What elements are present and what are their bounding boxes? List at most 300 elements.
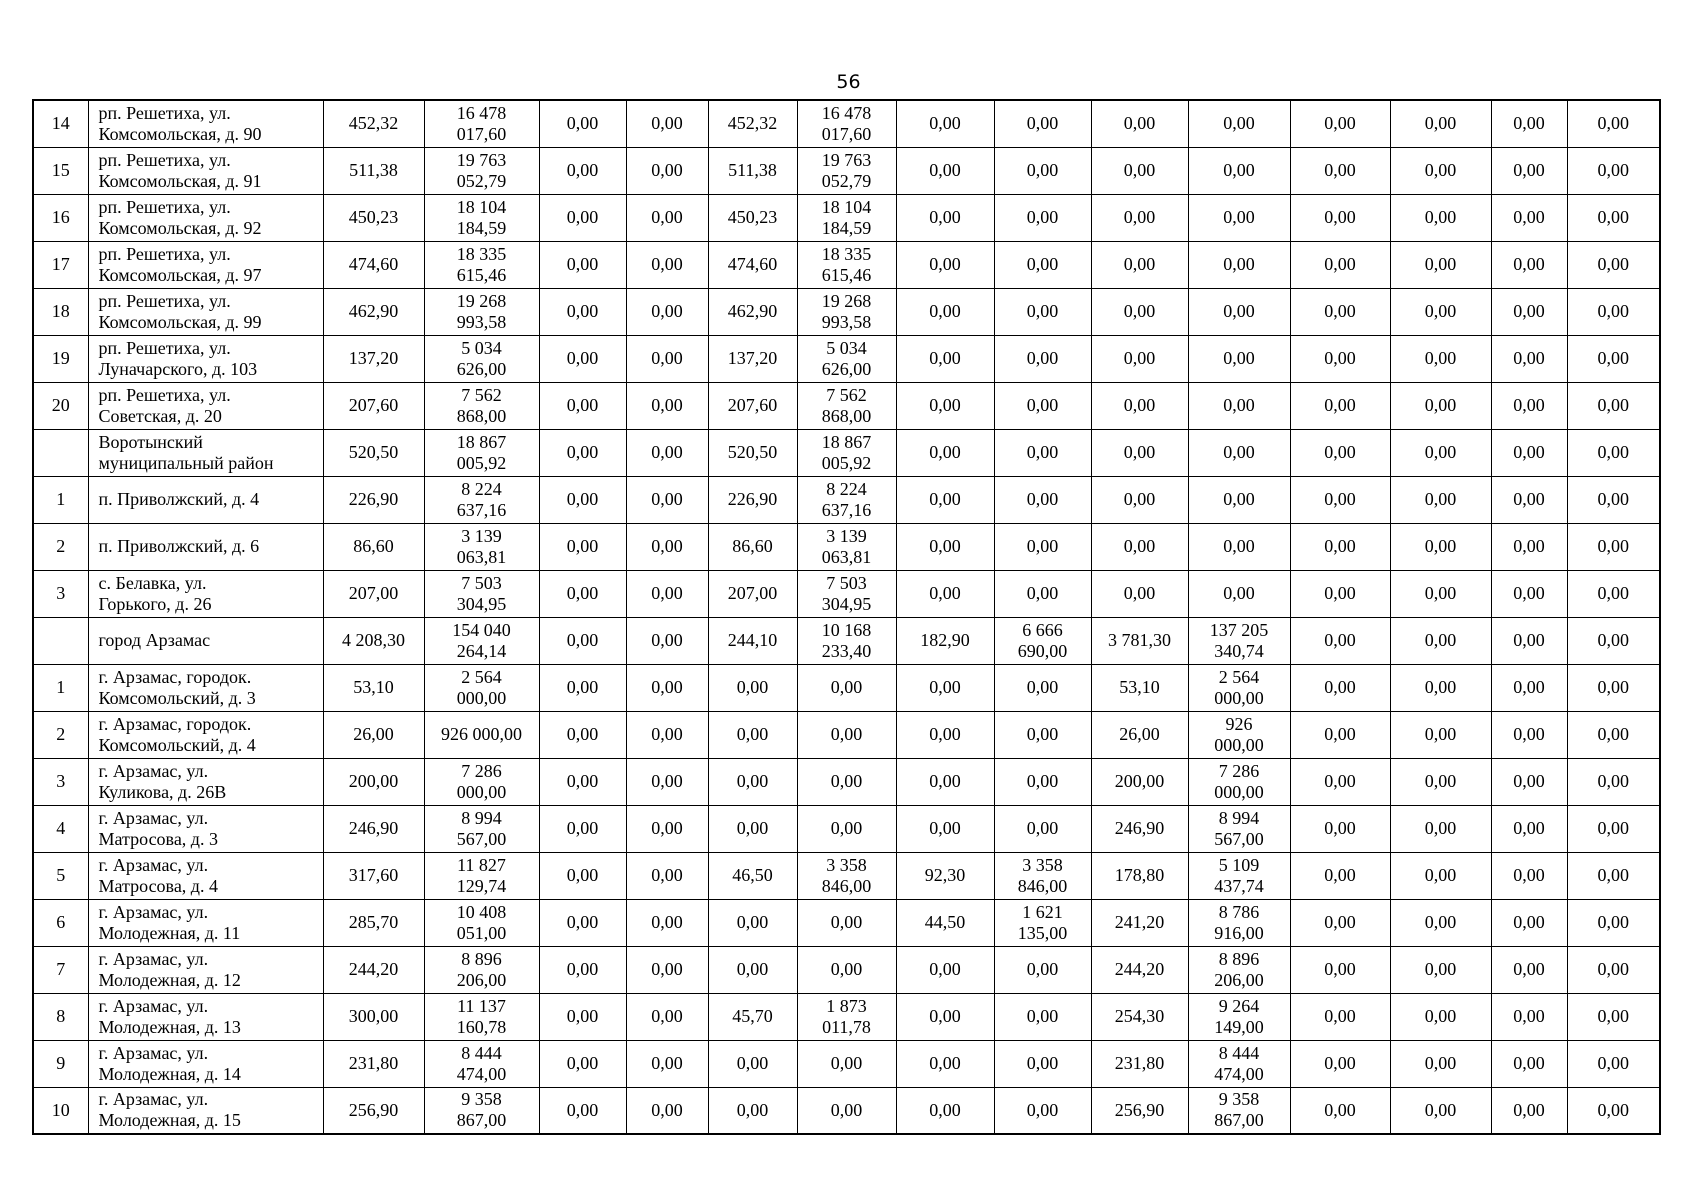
value-line: 6 666: [1022, 619, 1063, 640]
value-cell: [797, 194, 896, 241]
value-line: 474,60: [348, 254, 399, 274]
row-number-cell: [33, 852, 88, 899]
value-cell: [896, 852, 994, 899]
value-line: 462,90: [727, 301, 778, 321]
address-line: Советская, д. 20: [98, 405, 222, 426]
value-line: 0,00: [1324, 489, 1356, 509]
value-cell: [424, 147, 539, 194]
value-line: 0,00: [1597, 442, 1629, 462]
value-cell: [1091, 335, 1188, 382]
value-line: 149,00: [1214, 1016, 1264, 1037]
value-line: 063,81: [456, 546, 507, 567]
table-row: [33, 1040, 1660, 1087]
value-cell: [708, 993, 797, 1040]
value-line: 11 137: [457, 995, 506, 1016]
row-number-cell: [33, 570, 88, 617]
value-cell: [424, 805, 539, 852]
value-line: 520,50: [727, 442, 778, 462]
value-line: 244,10: [727, 630, 778, 650]
address-cell: [88, 429, 323, 476]
address-cell: [88, 147, 323, 194]
row-number: 3: [56, 771, 66, 791]
value-line: 437,74: [1214, 875, 1264, 896]
value-cell: [1567, 1087, 1660, 1134]
value-cell: [539, 100, 626, 147]
value-cell: [1567, 758, 1660, 805]
value-line: 0,00: [566, 677, 599, 697]
value-cell: [1491, 241, 1567, 288]
value-line: 0,00: [1513, 1099, 1545, 1120]
table-row: [33, 523, 1660, 570]
value-cell: [626, 194, 708, 241]
value-line: 3 139: [461, 525, 502, 546]
value-cell: [1390, 758, 1491, 805]
value-cell: [626, 1087, 708, 1134]
value-cell: [1567, 429, 1660, 476]
address-line: Воротынский: [98, 431, 203, 452]
value-line: 0,00: [1324, 442, 1356, 462]
value-cell: [1390, 1087, 1491, 1134]
value-cell: [1091, 758, 1188, 805]
value-cell: [708, 241, 797, 288]
value-line: 0,00: [651, 865, 683, 885]
address-line: г. Арзамас, ул.: [98, 807, 209, 828]
value-cell: [797, 805, 896, 852]
value-cell: [1290, 570, 1390, 617]
value-line: 264,14: [456, 640, 507, 661]
value-line: 137 205: [1209, 619, 1269, 640]
value-line: 0,00: [566, 207, 599, 227]
value-cell: [539, 664, 626, 711]
row-number-cell: [33, 194, 88, 241]
value-cell: [539, 899, 626, 946]
value-cell: [1491, 476, 1567, 523]
row-number-cell: [33, 147, 88, 194]
value-cell: [539, 147, 626, 194]
value-line: 0,00: [1597, 254, 1629, 274]
value-cell: [1091, 946, 1188, 993]
value-cell: [539, 1040, 626, 1087]
value-line: 0,00: [1513, 724, 1545, 744]
value-line: 0,00: [929, 395, 961, 415]
value-line: 000,00: [1214, 687, 1264, 708]
value-cell: [1290, 335, 1390, 382]
value-cell: [1567, 946, 1660, 993]
value-line: 0,00: [651, 630, 683, 650]
value-cell: [1188, 147, 1290, 194]
value-cell: [994, 805, 1091, 852]
value-cell: [1290, 664, 1390, 711]
value-line: 0,00: [1513, 677, 1545, 697]
value-cell: [424, 241, 539, 288]
value-cell: [1290, 241, 1390, 288]
value-line: 0,00: [1424, 536, 1457, 556]
value-line: 0,00: [1424, 1053, 1457, 1073]
value-cell: [1188, 711, 1290, 758]
value-cell: [1567, 664, 1660, 711]
value-cell: [1290, 946, 1390, 993]
value-line: 0,00: [929, 724, 961, 744]
value-cell: [1188, 758, 1290, 805]
value-line: 8 444: [1218, 1042, 1260, 1063]
value-cell: [797, 1040, 896, 1087]
value-cell: [1091, 476, 1188, 523]
address-line: Комсомольская, д. 99: [98, 311, 262, 332]
value-cell: [539, 194, 626, 241]
value-cell: [1188, 617, 1290, 664]
value-cell: [1567, 617, 1660, 664]
address-line: Комсомольская, д. 97: [98, 264, 262, 285]
value-line: 0,00: [1424, 818, 1457, 838]
value-line: 0,00: [929, 1053, 961, 1073]
address-cell: [88, 899, 323, 946]
value-line: 206,00: [1214, 969, 1264, 990]
value-line: 241,20: [1114, 912, 1165, 932]
value-line: 244,20: [348, 959, 399, 979]
value-line: 0,00: [830, 959, 863, 979]
value-line: 246,90: [1114, 818, 1165, 838]
table-body: [33, 100, 1660, 1134]
address-cell: [88, 382, 323, 429]
value-cell: [323, 805, 424, 852]
value-cell: [1290, 993, 1390, 1040]
value-line: 0,00: [929, 160, 961, 180]
value-line: 0,00: [1324, 912, 1356, 932]
value-cell: [626, 758, 708, 805]
value-cell: [994, 617, 1091, 664]
value-line: 0,00: [1424, 771, 1457, 791]
value-line: 0,00: [566, 489, 599, 509]
value-line: 206,00: [456, 969, 507, 990]
value-cell: [708, 100, 797, 147]
value-line: 0,00: [1026, 160, 1059, 180]
value-cell: [994, 946, 1091, 993]
value-line: 53,10: [353, 677, 394, 697]
value-line: 3 358: [1022, 854, 1063, 875]
value-line: 0,00: [1324, 1006, 1356, 1026]
address-line: г. Арзамас, ул.: [98, 995, 209, 1016]
value-line: 233,40: [821, 640, 872, 661]
row-number-cell: [33, 758, 88, 805]
value-line: 0,00: [1597, 1006, 1629, 1026]
value-cell: [1390, 617, 1491, 664]
value-line: 207,60: [348, 395, 399, 415]
value-line: 19 763: [821, 149, 872, 170]
value-line: 86,60: [732, 536, 773, 556]
value-line: 3 358: [826, 854, 867, 875]
value-line: 0,00: [566, 160, 599, 180]
value-cell: [1491, 570, 1567, 617]
address-line: рп. Решетиха, ул.: [98, 149, 231, 170]
value-line: 450,23: [348, 207, 399, 227]
value-line: 000,00: [456, 687, 507, 708]
value-line: 0,00: [1424, 583, 1457, 603]
value-line: 0,00: [1597, 1099, 1629, 1120]
value-cell: [1567, 476, 1660, 523]
value-line: 231,80: [348, 1053, 399, 1073]
value-line: 0,00: [651, 1053, 683, 1073]
value-line: 0,00: [566, 912, 599, 932]
value-cell: [1188, 194, 1290, 241]
value-cell: [1091, 711, 1188, 758]
value-line: 0,00: [651, 301, 683, 321]
address-line: Комсомольская, д. 92: [98, 217, 262, 238]
value-cell: [1491, 617, 1567, 664]
value-line: 8 994: [1218, 807, 1260, 828]
value-line: 0,00: [1324, 865, 1356, 885]
value-cell: [626, 241, 708, 288]
value-line: 0,00: [1026, 1099, 1059, 1120]
address-cell: [88, 711, 323, 758]
value-line: 0,00: [1324, 677, 1356, 697]
value-line: 0,00: [1597, 160, 1629, 180]
value-cell: [1290, 617, 1390, 664]
value-line: 0,00: [1026, 724, 1059, 744]
value-cell: [1091, 570, 1188, 617]
address-cell: [88, 805, 323, 852]
value-cell: [708, 194, 797, 241]
value-cell: [323, 100, 424, 147]
value-line: 0,00: [566, 959, 599, 979]
value-line: 16 478: [456, 102, 507, 123]
value-cell: [1491, 899, 1567, 946]
value-cell: [797, 899, 896, 946]
value-cell: [708, 570, 797, 617]
value-cell: [1390, 993, 1491, 1040]
value-line: 0,00: [651, 395, 683, 415]
value-cell: [323, 993, 424, 1040]
value-cell: [1567, 899, 1660, 946]
value-line: 10 408: [456, 901, 507, 922]
value-cell: [1390, 335, 1491, 382]
value-line: 45,70: [732, 1006, 773, 1026]
address-line: г. Арзамас, городок.: [98, 666, 252, 687]
value-line: 0,00: [1424, 207, 1457, 227]
value-cell: [539, 758, 626, 805]
table-row: [33, 194, 1660, 241]
value-cell: [896, 194, 994, 241]
value-cell: [708, 758, 797, 805]
address-line: г. Арзамас, городок.: [98, 713, 252, 734]
row-number-cell: [33, 664, 88, 711]
value-line: 0,00: [566, 1006, 599, 1026]
value-line: 44,50: [924, 912, 966, 932]
value-cell: [896, 1087, 994, 1134]
value-line: 0,00: [1324, 771, 1356, 791]
value-line: 005,92: [456, 452, 507, 473]
value-cell: [708, 852, 797, 899]
value-line: 129,74: [456, 875, 507, 896]
address-line: город Арзамас: [98, 630, 211, 650]
value-line: 0,00: [1424, 301, 1457, 321]
value-line: 0,00: [1223, 301, 1255, 321]
row-number: 6: [56, 912, 66, 932]
value-line: 0,00: [1597, 583, 1629, 603]
value-cell: [1188, 288, 1290, 335]
value-line: 256,90: [348, 1099, 399, 1120]
value-cell: [994, 852, 1091, 899]
value-cell: [1091, 664, 1188, 711]
value-line: 474,00: [1214, 1063, 1264, 1084]
value-line: 86,60: [353, 536, 394, 556]
value-cell: [1390, 1040, 1491, 1087]
value-line: 0,00: [1597, 630, 1629, 650]
value-line: 0,00: [929, 1099, 961, 1120]
value-line: 0,00: [736, 724, 769, 744]
value-line: 0,00: [1513, 536, 1545, 556]
value-line: 53,10: [1119, 677, 1160, 697]
value-cell: [1491, 1087, 1567, 1134]
address-cell: [88, 946, 323, 993]
value-line: 0,00: [1026, 536, 1059, 556]
value-line: 0,00: [1597, 818, 1629, 838]
value-line: 0,00: [1026, 489, 1059, 509]
value-line: 160,78: [456, 1016, 507, 1037]
value-cell: [323, 335, 424, 382]
value-line: 0,00: [566, 630, 599, 650]
value-line: 0,00: [1026, 113, 1059, 134]
value-cell: [1390, 711, 1491, 758]
value-line: 0,00: [1026, 583, 1059, 603]
value-cell: [1390, 523, 1491, 570]
value-cell: [708, 476, 797, 523]
value-line: 0,00: [1026, 959, 1059, 979]
value-cell: [1188, 570, 1290, 617]
value-cell: [1290, 899, 1390, 946]
value-cell: [626, 946, 708, 993]
value-line: 0,00: [1123, 395, 1156, 415]
row-number-cell: [33, 100, 88, 147]
row-number-cell: [33, 429, 88, 476]
value-line: 137,20: [727, 348, 778, 368]
value-line: 0,00: [1324, 395, 1356, 415]
value-line: 0,00: [929, 489, 961, 509]
value-cell: [1290, 1087, 1390, 1134]
value-line: 0,00: [736, 1099, 769, 1120]
address-line: рп. Решетиха, ул.: [98, 337, 231, 358]
value-line: 0,00: [1223, 583, 1255, 603]
value-line: 0,00: [929, 301, 961, 321]
value-line: 0,00: [1597, 677, 1629, 697]
value-cell: [994, 476, 1091, 523]
value-line: 0,00: [1324, 113, 1356, 134]
value-cell: [1188, 805, 1290, 852]
value-cell: [323, 241, 424, 288]
value-line: 0,00: [929, 536, 961, 556]
value-cell: [1188, 993, 1290, 1040]
value-line: 0,00: [1424, 348, 1457, 368]
value-line: 0,00: [929, 1006, 961, 1026]
value-cell: [994, 523, 1091, 570]
address-line: Комсомольский, д. 4: [98, 734, 256, 755]
row-number-cell: [33, 711, 88, 758]
value-cell: [1567, 523, 1660, 570]
address-line: рп. Решетиха, ул.: [98, 243, 231, 264]
value-cell: [539, 523, 626, 570]
value-cell: [896, 711, 994, 758]
value-cell: [539, 382, 626, 429]
value-line: 46,50: [732, 865, 773, 885]
row-number-cell: [33, 993, 88, 1040]
value-cell: [1491, 758, 1567, 805]
value-cell: [323, 899, 424, 946]
value-cell: [1091, 147, 1188, 194]
value-line: 10 168: [821, 619, 872, 640]
address-line: Молодежная, д. 13: [98, 1016, 241, 1037]
address-line: Молодежная, д. 14: [98, 1063, 241, 1084]
value-cell: [626, 288, 708, 335]
value-line: 0,00: [566, 771, 599, 791]
value-line: 246,90: [348, 818, 399, 838]
value-cell: [1188, 429, 1290, 476]
value-line: 0,00: [1424, 1099, 1457, 1120]
value-cell: [896, 100, 994, 147]
row-number: 1: [56, 677, 66, 697]
value-line: 0,00: [651, 912, 683, 932]
value-cell: [424, 993, 539, 1040]
address-line: муниципальный район: [98, 452, 274, 473]
value-cell: [626, 429, 708, 476]
value-cell: [708, 523, 797, 570]
value-cell: [539, 946, 626, 993]
value-line: 0,00: [566, 254, 599, 274]
value-cell: [1290, 194, 1390, 241]
value-line: 867,00: [456, 1110, 507, 1131]
value-line: 0,00: [1424, 630, 1457, 650]
value-line: 8 224: [826, 478, 867, 499]
row-number-cell: [33, 523, 88, 570]
value-line: 0,00: [1223, 489, 1255, 509]
value-cell: [708, 382, 797, 429]
value-cell: [896, 147, 994, 194]
value-line: 0,00: [1513, 1006, 1545, 1026]
page-number: 56: [836, 71, 861, 93]
row-number: 7: [56, 959, 66, 979]
value-line: 0,00: [1324, 583, 1356, 603]
value-cell: [626, 805, 708, 852]
value-cell: [1091, 241, 1188, 288]
value-line: 8 896: [461, 948, 502, 969]
value-cell: [323, 711, 424, 758]
value-cell: [994, 241, 1091, 288]
address-line: г. Арзамас, ул.: [98, 901, 209, 922]
value-line: 0,00: [566, 1053, 599, 1073]
value-cell: [797, 523, 896, 570]
value-cell: [626, 523, 708, 570]
table-row: [33, 711, 1660, 758]
value-cell: [1290, 523, 1390, 570]
value-line: 474,60: [727, 254, 778, 274]
value-line: 0,00: [736, 771, 769, 791]
value-line: 0,00: [1597, 912, 1629, 932]
value-cell: [1491, 946, 1567, 993]
value-cell: [424, 711, 539, 758]
value-cell: [994, 664, 1091, 711]
value-cell: [896, 617, 994, 664]
value-cell: [1491, 429, 1567, 476]
value-cell: [1390, 664, 1491, 711]
value-line: 1 873: [826, 995, 867, 1016]
value-cell: [708, 1087, 797, 1134]
address-line: г. Арзамас, ул.: [98, 948, 209, 969]
value-cell: [797, 711, 896, 758]
value-line: 0,00: [1513, 583, 1545, 603]
address-line: Молодежная, д. 15: [98, 1110, 241, 1131]
value-line: 567,00: [456, 828, 507, 849]
value-line: 0,00: [1123, 207, 1156, 227]
value-cell: [539, 993, 626, 1040]
value-cell: [1567, 993, 1660, 1040]
